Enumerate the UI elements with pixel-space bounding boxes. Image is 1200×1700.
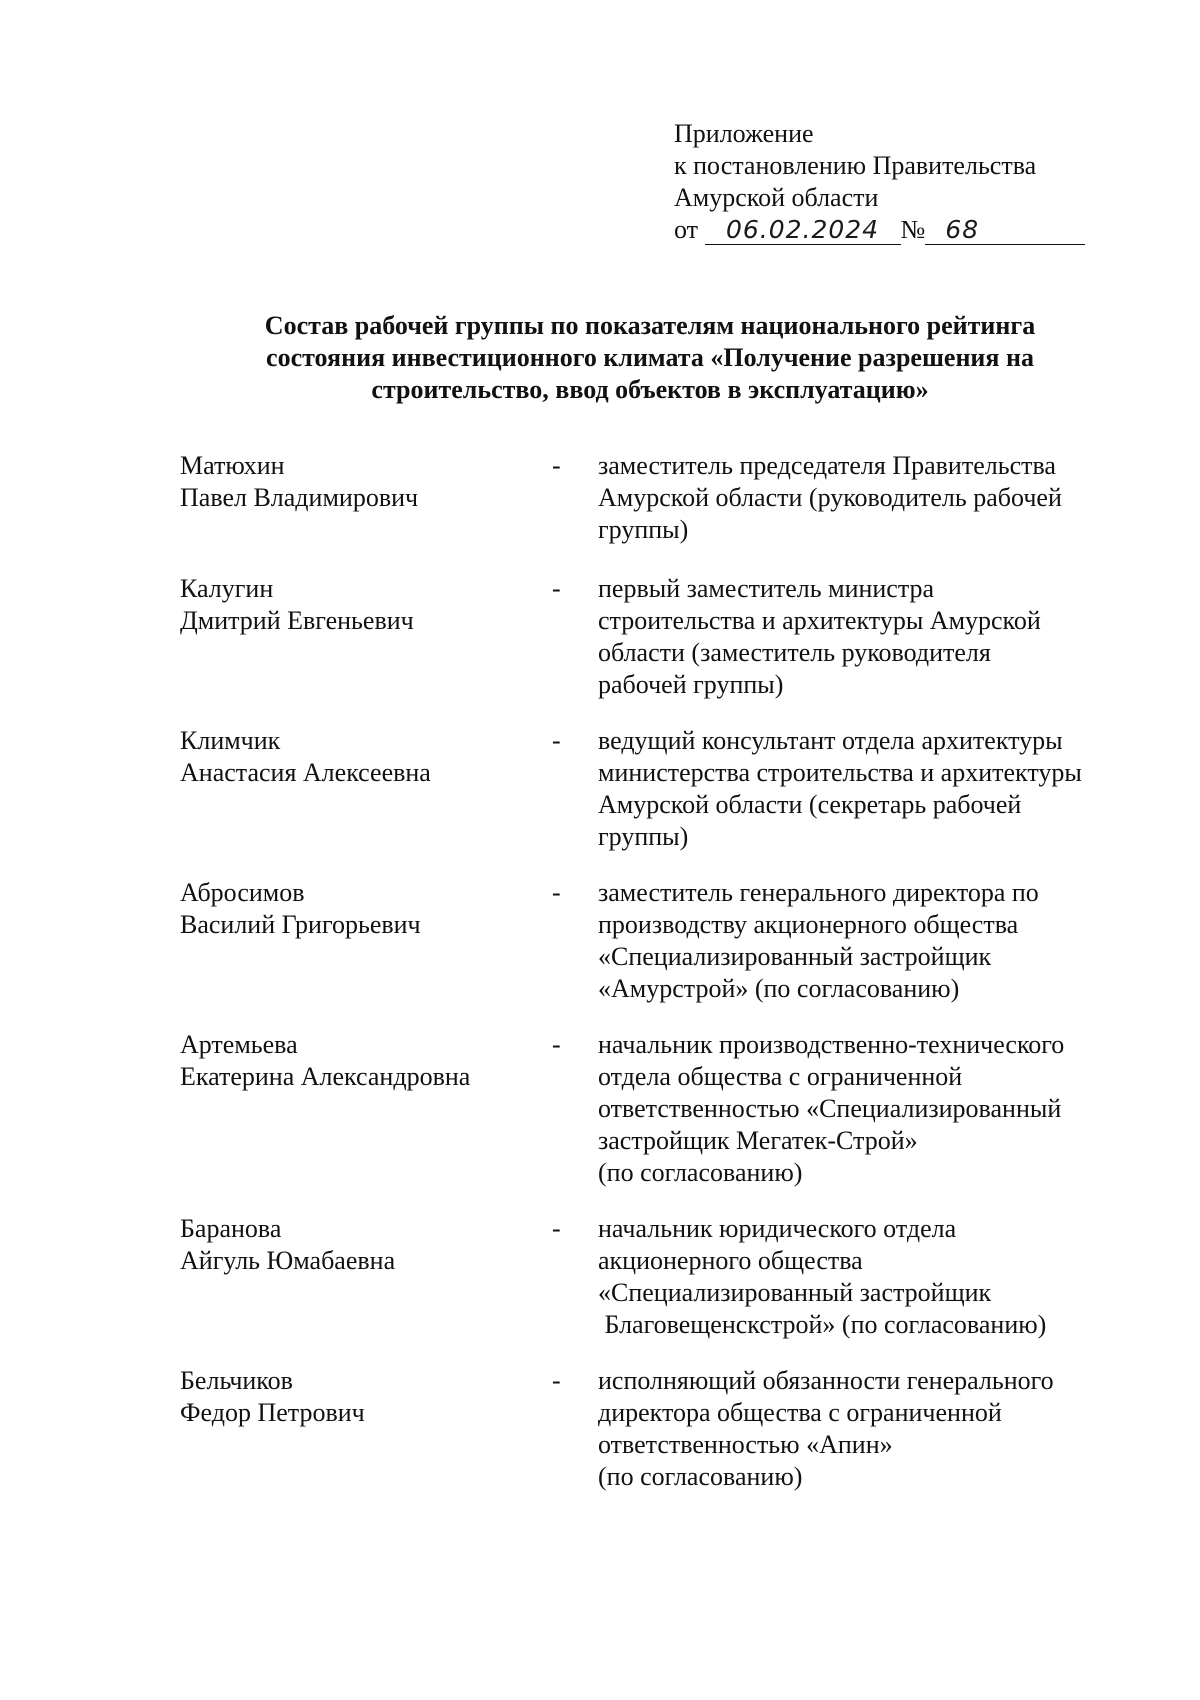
member-dash: - xyxy=(552,1214,561,1243)
title-line-3: строительство, ввод объектов в эксплуатацию» xyxy=(371,375,929,404)
role-line: строительства и архитектуры Амурской xyxy=(598,606,1041,635)
role-line: заместитель генерального директора по xyxy=(598,878,1039,907)
member-name xyxy=(180,450,540,514)
appendix-region: Амурской области xyxy=(674,183,879,212)
member-surname: Матюхин xyxy=(180,451,285,480)
appendix-date-line xyxy=(674,214,1094,248)
member-name xyxy=(180,877,540,941)
member-name xyxy=(180,573,540,637)
member-surname: Калугин xyxy=(180,574,274,603)
member-surname: Бельчиков xyxy=(180,1366,293,1395)
member-dash: - xyxy=(552,574,561,603)
role-line: «Специализированный застройщик xyxy=(598,1278,992,1307)
member-role xyxy=(598,573,1138,701)
role-line: ведущий консультант отдела архитектуры xyxy=(598,726,1063,755)
role-line: акционерного общества xyxy=(598,1246,863,1275)
member-given-names: Айгуль Юмабаевна xyxy=(180,1246,396,1275)
member-role xyxy=(598,1213,1138,1341)
role-line: министерства строительства и архитектуры xyxy=(598,758,1082,787)
role-line: «Амурстрой» (по согласованию) xyxy=(598,974,960,1003)
member-role xyxy=(598,725,1138,853)
member-dash: - xyxy=(552,451,561,480)
title-line-2: состояния инвестиционного климата «Получение разрешения на xyxy=(266,343,1034,372)
member-dash: - xyxy=(552,878,561,907)
role-line: застройщик Мегатек-Строй» xyxy=(598,1126,918,1155)
member-role xyxy=(598,1365,1138,1493)
member-name xyxy=(180,725,540,789)
member-surname: Абросимов xyxy=(180,878,305,907)
role-line: «Специализированный застройщик xyxy=(598,942,992,971)
date-prefix: от xyxy=(674,215,699,244)
member-given-names: Павел Владимирович xyxy=(180,483,419,512)
role-line: исполняющий обязанности генерального xyxy=(598,1366,1054,1395)
appendix-header xyxy=(674,118,1094,248)
member-given-names: Дмитрий Евгеньевич xyxy=(180,606,414,635)
role-line: первый заместитель министра xyxy=(598,574,935,603)
member-role xyxy=(598,1029,1138,1189)
member-surname: Климчик xyxy=(180,726,281,755)
role-line: Амурской области (секретарь рабочей xyxy=(598,790,1022,819)
member-given-names: Анастасия Алексеевна xyxy=(180,758,431,787)
member-surname: Артемьева xyxy=(180,1030,298,1059)
role-line: группы) xyxy=(598,515,689,544)
role-line: директора общества с ограниченной xyxy=(598,1398,1002,1427)
title-line-1: Состав рабочей группы по показателям национального рейтинга xyxy=(264,311,1036,340)
role-line: производству акционерного общества xyxy=(598,910,1019,939)
member-role xyxy=(598,877,1138,1005)
role-line: ответственностью «Специализированный xyxy=(598,1094,1062,1123)
member-surname: Баранова xyxy=(180,1214,282,1243)
role-line: ответственностью «Апин» xyxy=(598,1430,893,1459)
handwritten-date: 06.02.2024 xyxy=(705,216,901,245)
member-role xyxy=(598,450,1138,546)
appendix-label: Приложение xyxy=(674,119,814,148)
number-sign: № xyxy=(900,215,926,244)
role-line: отдела общества с ограниченной xyxy=(598,1062,963,1091)
role-line: (по согласованию) xyxy=(598,1158,803,1187)
member-dash: - xyxy=(552,1030,561,1059)
role-line: заместитель председателя Правительства xyxy=(598,451,1056,480)
member-name xyxy=(180,1029,540,1093)
member-dash: - xyxy=(552,726,561,755)
role-line: рабочей группы) xyxy=(598,670,784,699)
role-line: Благовещенскстрой» (по согласованию) xyxy=(598,1310,1047,1339)
member-dash: - xyxy=(552,1366,561,1395)
role-line: группы) xyxy=(598,822,689,851)
member-name xyxy=(180,1213,540,1277)
role-line: начальник производственно-технического xyxy=(598,1030,1065,1059)
member-given-names: Екатерина Александровна xyxy=(180,1062,471,1091)
appendix-reference: к постановлению Правительства xyxy=(674,151,1037,180)
role-line: области (заместитель руководителя xyxy=(598,638,991,667)
member-given-names: Василий Григорьевич xyxy=(180,910,421,939)
handwritten-number: 68 xyxy=(925,216,1085,245)
member-name xyxy=(180,1365,540,1429)
member-given-names: Федор Петрович xyxy=(180,1398,365,1427)
role-line: начальник юридического отдела xyxy=(598,1214,957,1243)
role-line: (по согласованию) xyxy=(598,1462,803,1491)
document-title xyxy=(180,310,1120,406)
role-line: Амурской области (руководитель рабочей xyxy=(598,483,1062,512)
